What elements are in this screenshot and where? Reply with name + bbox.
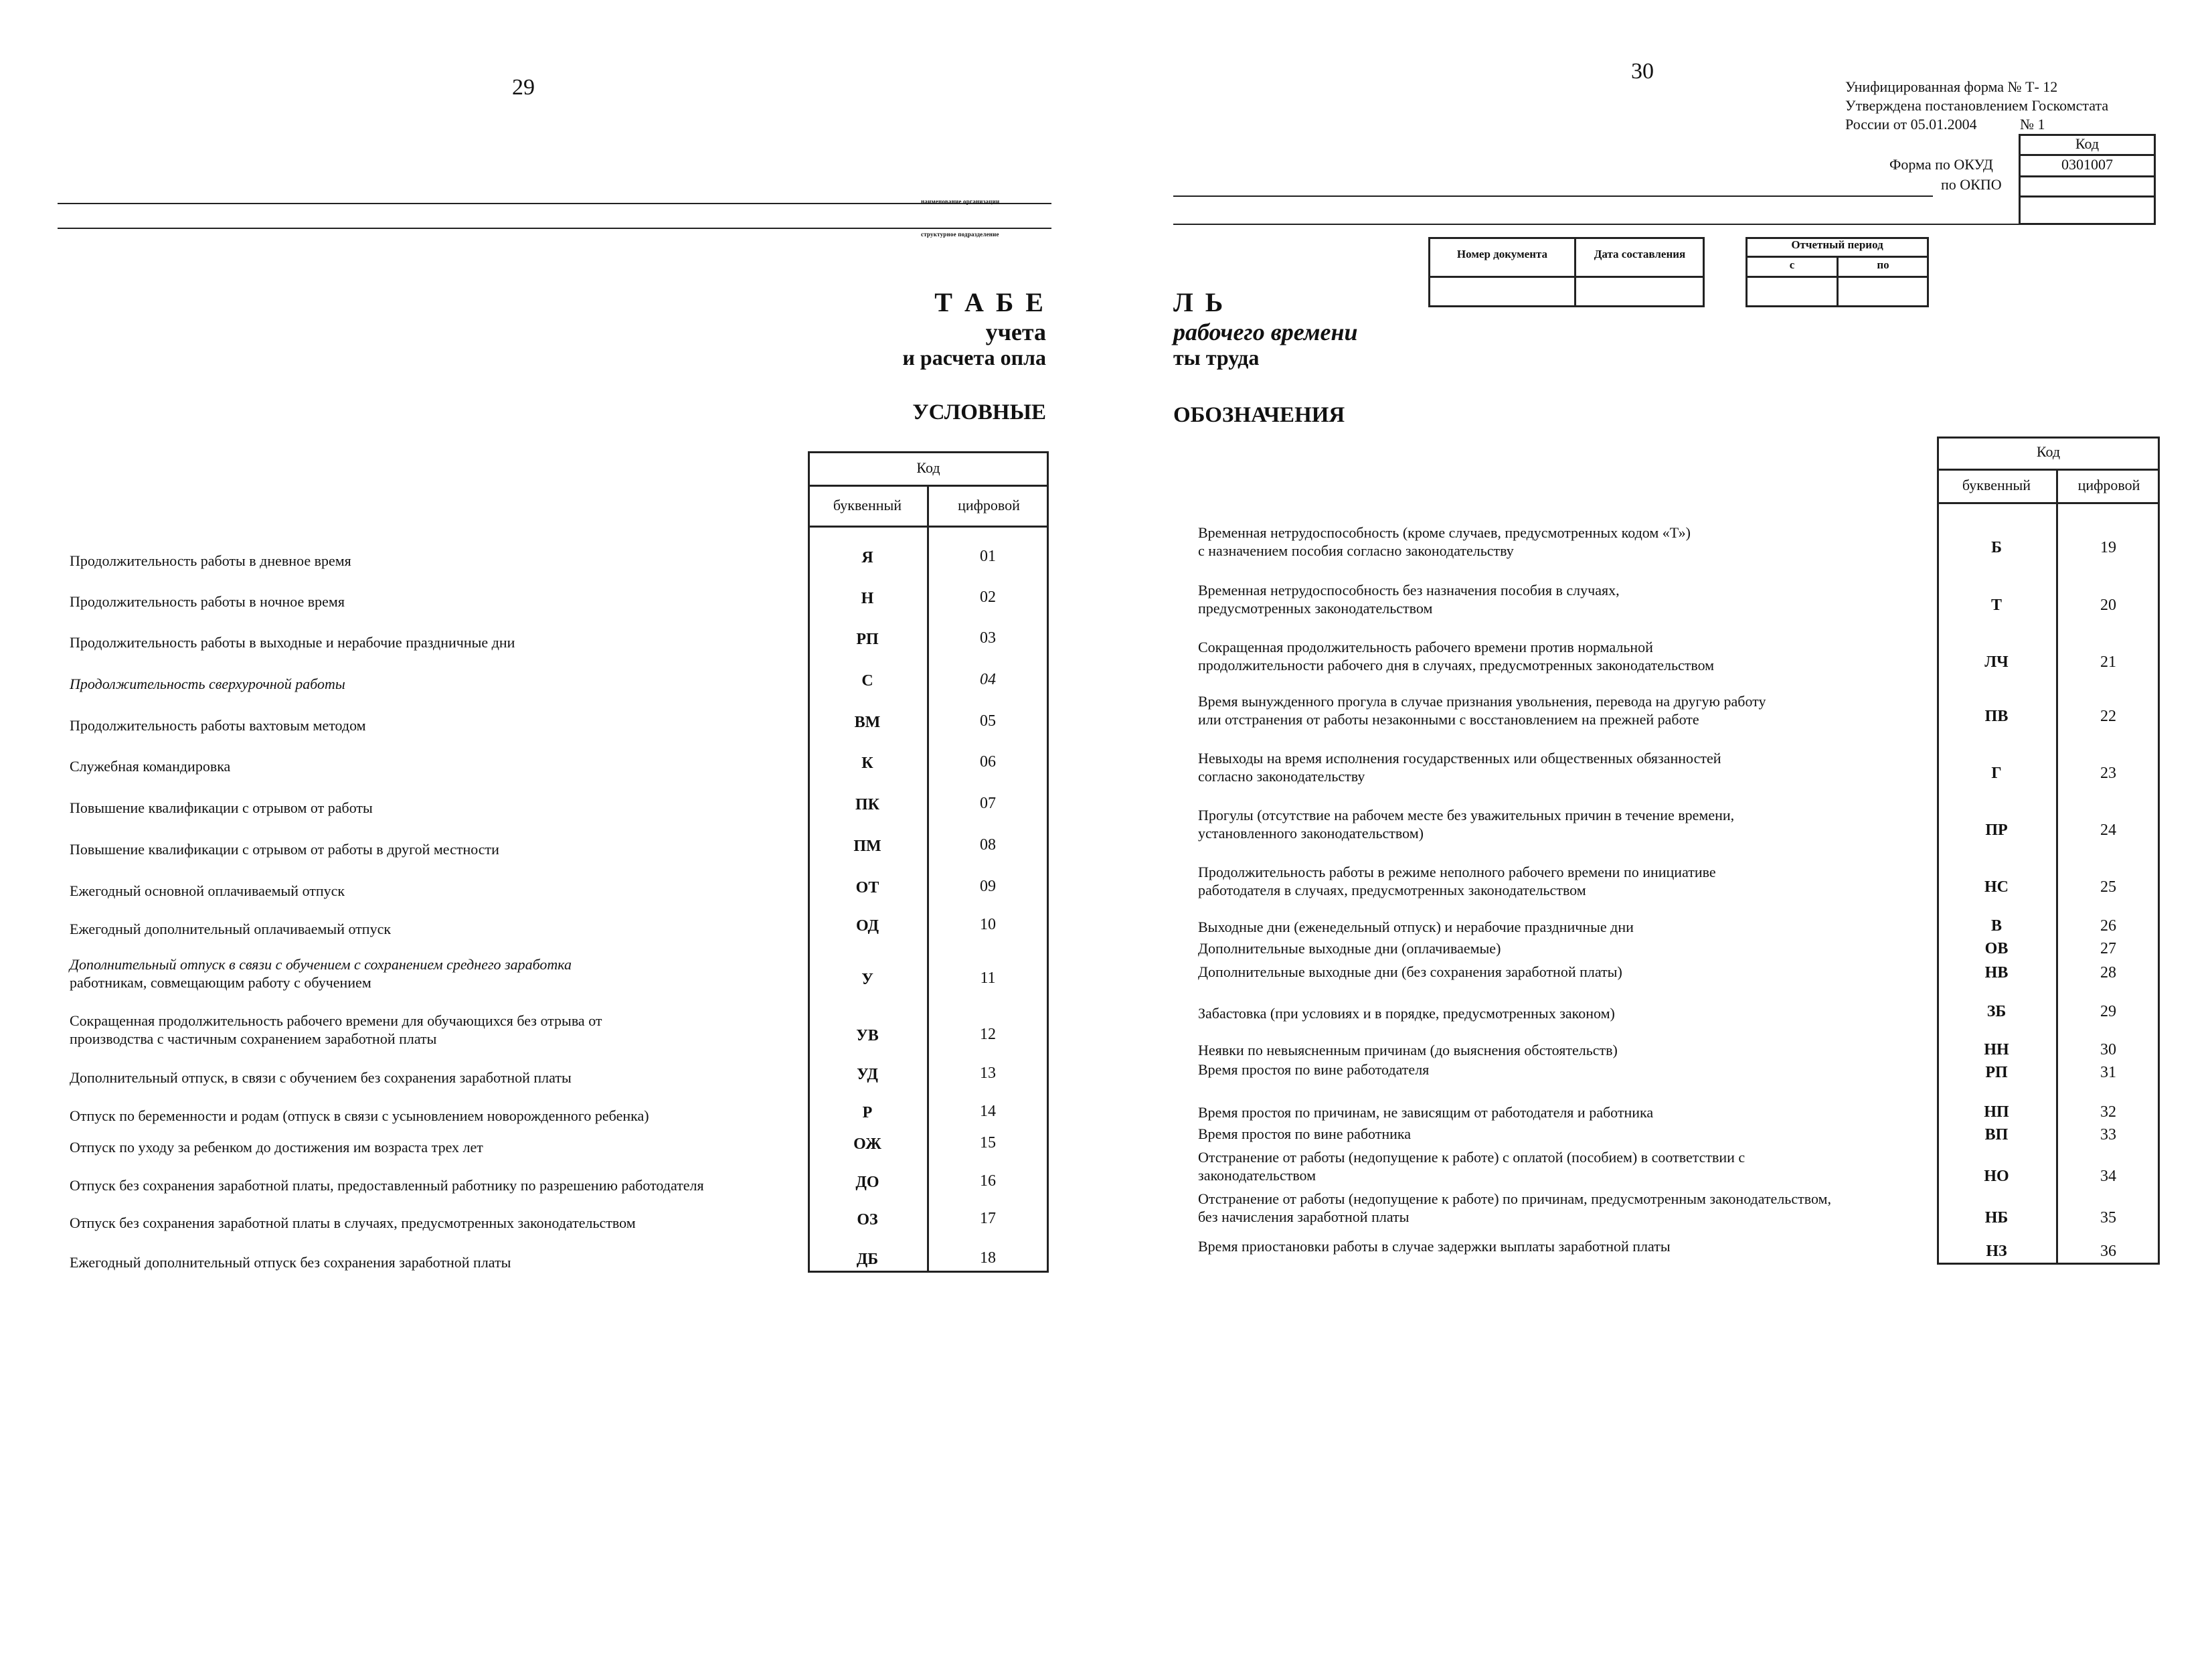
right-row-35-num: 35: [2100, 1209, 2116, 1227]
left-row-15-num: 15: [980, 1134, 996, 1152]
left-row-11-desc2: работникам, совмещающим работу с обучением: [70, 974, 371, 991]
right-row-27-code: ОВ: [1984, 940, 2009, 957]
right-row-30-desc: Неявки по невыясненным причинам (до выяснения обстоятельств): [1198, 1042, 1618, 1058]
left-row-15-desc: Отпуск по уходу за ребенком до достижения им возраста трех лет: [70, 1139, 483, 1156]
right-row-36-code: НЗ: [1986, 1243, 2007, 1260]
approval-line: Утверждена постановлением Госкомстата: [1845, 97, 2109, 114]
right-row-24-desc: Прогулы (отсутствие на рабочем месте без уважительных причин в течение времени,: [1198, 807, 1735, 823]
right-row-25-num: 25: [2100, 878, 2116, 896]
left-row-04-code: С: [861, 672, 873, 690]
left-row-14-code: Р: [862, 1104, 873, 1121]
right-row-36-num: 36: [2100, 1243, 2116, 1260]
left-row-09-num: 09: [980, 878, 996, 895]
left-row-09-desc: Ежегодный основной оплачиваемый отпуск: [70, 882, 345, 899]
right-row-29-code: ЗБ: [1986, 1003, 2007, 1020]
right-row-27-num: 27: [2100, 940, 2116, 957]
right-row-23-desc2: согласно законодательству: [1198, 768, 1365, 785]
left-row-05-code: ВМ: [854, 714, 881, 731]
right-row-28-code: НВ: [1984, 964, 2009, 981]
left-kod-header: Код: [916, 459, 940, 476]
left-row-10-desc: Ежегодный дополнительный оплачиваемый отпуск: [70, 921, 392, 937]
approval-date: России от 05.01.2004: [1845, 116, 1977, 133]
section-title-left: УСЛОВНЫЕ: [912, 400, 1046, 424]
right-row-22-desc: Время вынужденного прогула в случае признания увольнения, перевода на другую работу: [1198, 693, 1766, 710]
right-row-33-code: ВП: [1984, 1126, 2009, 1143]
doc-date-label: Дата составления: [1594, 248, 1686, 260]
approval-number: № 1: [2020, 116, 2045, 133]
right-row-20-desc: Временная нетрудоспособность без назначения пособия в случаях,: [1198, 582, 1620, 599]
left-row-07-code: ПК: [855, 796, 880, 813]
right-row-34-num: 34: [2100, 1168, 2116, 1185]
right-row-35-code: НБ: [1984, 1209, 2009, 1227]
right-row-31-num: 31: [2100, 1064, 2116, 1081]
kod-label: Код: [2075, 135, 2100, 152]
right-row-34-desc: Отстранение от работы (недопущение к работе) с оплатой (пособием) в соответствии с: [1198, 1149, 1746, 1166]
right-row-30-code: НН: [1984, 1041, 2009, 1058]
right-row-22-code: ПВ: [1984, 708, 2009, 725]
title-right-l3: ты труда: [1173, 345, 1260, 370]
left-row-10-num: 10: [980, 916, 996, 933]
right-table-hdr-line-2: [1937, 502, 2160, 504]
left-row-17-desc: Отпуск без сохранения заработной платы в случаях, предусмотренных законодательством: [70, 1214, 636, 1231]
right-table-col-divider: [2056, 469, 2058, 1265]
okud-label: Форма по ОКУД: [1889, 156, 1993, 173]
left-row-14-num: 14: [980, 1103, 996, 1120]
left-row-02-code: Н: [861, 590, 874, 607]
left-row-16-num: 16: [980, 1172, 996, 1190]
right-row-35-desc2: без начисления заработной платы: [1198, 1208, 1410, 1225]
left-row-05-desc: Продолжительность работы вахтовым методом: [70, 717, 366, 734]
right-row-31-desc: Время простоя по вине работодателя: [1198, 1061, 1430, 1078]
left-row-04-desc: Продолжительность сверхурочной работы: [70, 676, 345, 692]
right-row-25-desc: Продолжительность работы в режиме неполного рабочего времени по инициативе: [1198, 864, 1716, 880]
left-row-07-num: 07: [980, 795, 996, 812]
left-row-13-code: УД: [857, 1066, 878, 1083]
right-row-20-code: Т: [1990, 597, 2002, 614]
right-row-24-code: ПР: [1985, 821, 2008, 839]
left-row-03-desc: Продолжительность работы в выходные и нерабочие праздничные дни: [70, 634, 515, 651]
left-table-col-divider: [927, 485, 929, 1273]
right-row-19-desc: Временная нетрудоспособность (кроме случаев, предусмотренных кодом «Т»): [1198, 524, 1691, 541]
okud-box-divider-3: [2019, 195, 2156, 197]
left-row-12-desc2: производства с частичным сохранением заработной платы: [70, 1030, 437, 1047]
left-row-05-num: 05: [980, 712, 996, 730]
title-left-l2: учета: [985, 319, 1046, 345]
right-row-30-num: 30: [2100, 1041, 2116, 1058]
left-row-12-desc: Сокращенная продолжительность рабочего времени для обучающихся без отрыва от: [70, 1012, 602, 1029]
left-row-08-num: 08: [980, 836, 996, 854]
right-row-22-num: 22: [2100, 708, 2116, 725]
right-row-35-desc: Отстранение от работы (недопущение к работе) по причинам, предусмотренным законодательством,: [1198, 1190, 1831, 1207]
right-row-24-desc2: установленного законодательством): [1198, 825, 1424, 842]
right-row-19-code: Б: [1991, 539, 2002, 556]
right-row-23-desc: Невыходы на время исполнения государственных или общественных обязанностей: [1198, 750, 1721, 767]
right-row-19-desc2: с назначением пособия согласно законодательству: [1198, 542, 1514, 559]
left-row-18-desc: Ежегодный дополнительный отпуск без сохранения заработной платы: [70, 1254, 511, 1271]
right-row-31-code: РП: [1985, 1064, 2008, 1081]
left-row-06-desc: Служебная командировка: [70, 758, 231, 775]
right-row-32-code: НП: [1984, 1103, 2009, 1121]
right-row-34-code: НО: [1984, 1168, 2009, 1185]
org-caption: наименование организации: [921, 198, 1000, 205]
title-right-l2: рабочего времени: [1173, 319, 1358, 345]
right-row-24-num: 24: [2100, 821, 2116, 839]
left-row-03-code: РП: [856, 631, 879, 648]
right-row-28-num: 28: [2100, 964, 2116, 981]
title-right-l1: Л Ь: [1173, 287, 1226, 317]
left-row-12-num: 12: [980, 1026, 996, 1043]
left-row-09-code: ОТ: [855, 879, 879, 896]
right-row-21-code: ЛЧ: [1984, 653, 2009, 671]
left-row-08-desc: Повышение квалификации с отрывом от работы в другой местности: [70, 841, 499, 858]
left-row-01-code: Я: [861, 549, 873, 566]
left-row-14-desc: Отпуск по беременности и родам (отпуск в связи с усыновлением новорожденного ребенка): [70, 1107, 649, 1124]
right-row-34-desc2: законодательством: [1198, 1167, 1316, 1184]
left-row-11-num: 11: [980, 969, 996, 987]
left-row-13-num: 13: [980, 1064, 996, 1082]
dept-caption: структурное подразделение: [921, 231, 999, 238]
doc-number-label: Номер документа: [1456, 248, 1548, 260]
left-row-04-num: 04: [980, 671, 996, 688]
right-row-19-num: 19: [2100, 539, 2116, 556]
okpo-label: по ОКПО: [1941, 176, 2002, 193]
left-row-06-num: 06: [980, 753, 996, 771]
dept-line-left: [58, 228, 1051, 229]
org-line-left: [58, 203, 1051, 204]
right-row-21-num: 21: [2100, 653, 2116, 671]
left-row-17-num: 17: [980, 1210, 996, 1227]
right-digit-header: цифровой: [2077, 477, 2140, 493]
right-row-29-num: 29: [2100, 1003, 2116, 1020]
left-row-18-code: ДБ: [856, 1251, 879, 1268]
right-row-26-desc: Выходные дни (еженедельный отпуск) и нерабочие праздничные дни: [1198, 919, 1634, 935]
page-number-right: 30: [1631, 59, 1654, 84]
reporting-period-label: Отчетный период: [1791, 238, 1883, 251]
period-from-label: с: [1789, 258, 1795, 271]
right-table-hdr-line-1: [1937, 469, 2160, 471]
left-row-15-code: ОЖ: [853, 1135, 881, 1153]
left-row-07-desc: Повышение квалификации с отрывом от работы: [70, 799, 373, 816]
right-row-25-code: НС: [1984, 878, 2009, 896]
left-row-08-code: ПМ: [853, 838, 881, 855]
period-to-label: по: [1877, 258, 1889, 271]
right-row-28-desc: Дополнительные выходные дни (без сохранения заработной платы): [1198, 963, 1622, 980]
right-row-21-desc: Сокращенная продолжительность рабочего времени против нормальной: [1198, 639, 1653, 655]
title-left-l3: и расчета опла: [902, 345, 1046, 370]
title-left-l1: Т А Б Е: [934, 287, 1046, 317]
right-row-26-num: 26: [2100, 917, 2116, 935]
okud-value: 0301007: [2061, 156, 2113, 173]
right-row-25-desc2: работодателя в случаях, предусмотренных законодательством: [1198, 882, 1586, 898]
right-row-32-num: 32: [2100, 1103, 2116, 1121]
left-row-16-desc: Отпуск без сохранения заработной платы, предоставленный работнику по разрешению работодателя: [70, 1177, 704, 1194]
left-row-11-desc: Дополнительный отпуск в связи с обучением с сохранением среднего заработка: [70, 956, 572, 973]
right-row-26-code: В: [1990, 917, 2002, 935]
right-row-33-num: 33: [2100, 1126, 2116, 1143]
left-row-01-num: 01: [980, 548, 996, 565]
left-row-16-code: ДО: [855, 1174, 879, 1191]
right-row-23-num: 23: [2100, 765, 2116, 782]
left-row-10-code: ОД: [856, 917, 879, 935]
right-row-22-desc2: или отстранения от работы незаконными с восстановлением на прежней работе: [1198, 711, 1699, 728]
right-row-20-desc2: предусмотренных законодательством: [1198, 600, 1433, 617]
left-row-01-desc: Продолжительность работы в дневное время: [70, 552, 351, 569]
left-row-06-code: К: [861, 755, 873, 772]
left-row-17-code: ОЗ: [857, 1211, 878, 1229]
doc-box-hdivider: [1428, 276, 1705, 278]
left-row-03-num: 03: [980, 629, 996, 647]
right-letter-header: буквенный: [1962, 477, 2031, 493]
left-row-02-desc: Продолжительность работы в ночное время: [70, 593, 345, 610]
right-row-21-desc2: продолжительности рабочего дня в случаях, предусмотренных законодательством: [1198, 657, 1715, 674]
org-line-right: [1173, 195, 1933, 197]
right-row-33-desc: Время простоя по вине работника: [1198, 1125, 1412, 1142]
right-kod-header: Код: [2036, 443, 2061, 460]
form-name: Унифицированная форма № Т- 12: [1845, 78, 2058, 95]
right-row-27-desc: Дополнительные выходные дни (оплачиваемые): [1198, 940, 1501, 957]
right-row-23-code: Г: [1991, 765, 2002, 782]
right-row-29-desc: Забастовка (при условиях и в порядке, предусмотренных законом): [1198, 1005, 1615, 1022]
left-row-18-num: 18: [980, 1249, 996, 1267]
right-row-20-num: 20: [2100, 597, 2116, 614]
page-number-left: 29: [512, 75, 535, 100]
okud-box-divider-2: [2019, 175, 2156, 177]
left-row-02-num: 02: [980, 588, 996, 606]
right-row-32-desc: Время простоя по причинам, не зависящим от работодателя и работника: [1198, 1104, 1654, 1121]
left-row-11-code: У: [861, 971, 873, 988]
left-row-12-code: УВ: [856, 1027, 879, 1044]
section-title-right: ОБОЗНАЧЕНИЯ: [1173, 403, 1345, 427]
left-letter-header: буквенный: [833, 497, 902, 513]
left-digit-header: цифровой: [958, 497, 1020, 513]
left-row-13-desc: Дополнительный отпуск, в связи с обучением без сохранения заработной платы: [70, 1069, 572, 1086]
dept-line-right: [1173, 224, 2020, 225]
right-row-36-desc: Время приостановки работы в случае задержки выплаты заработной платы: [1198, 1238, 1671, 1255]
